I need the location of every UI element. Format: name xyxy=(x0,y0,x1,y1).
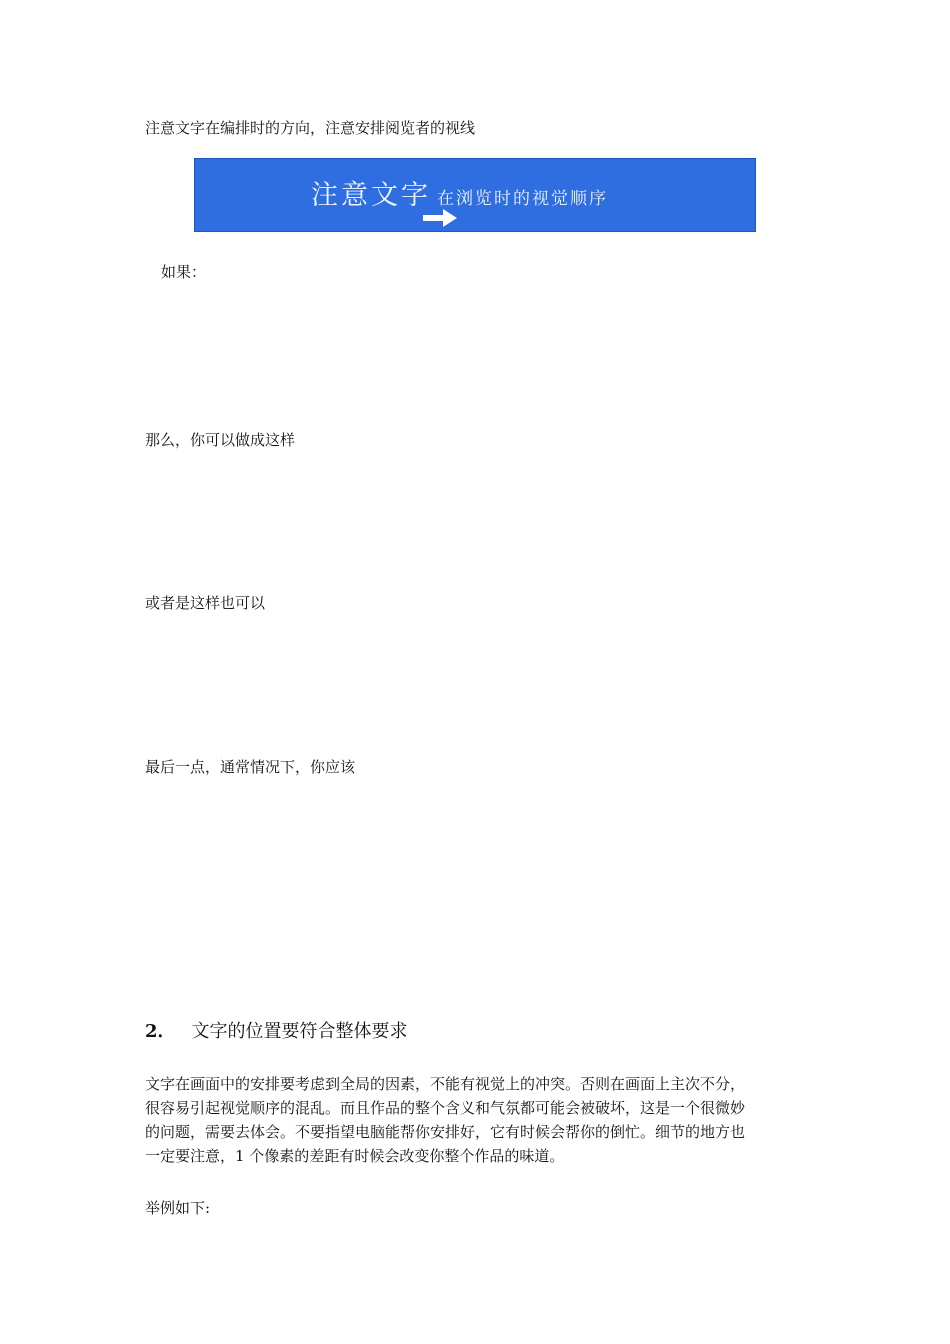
intro-line: 注意文字在编排时的方向，注意安排阅览者的视线 xyxy=(145,119,476,137)
paragraph-line: 很容易引起视觉顺序的混乱。而且作品的整个含义和气氛都可能会被破坏，这是一个很微妙 xyxy=(145,1099,746,1117)
paragraph-line: 文字在画面中的安排要考虑到全局的因素，不能有视觉上的冲突。否则在画面上主次不分， xyxy=(145,1075,746,1093)
if-label: 如果： xyxy=(161,263,207,281)
or-label: 或者是这样也可以 xyxy=(145,594,266,612)
section-title: 文字的位置要符合整体要求 xyxy=(191,1021,408,1042)
section-number: 2． xyxy=(145,1021,176,1042)
paragraph-line: 的问题，需要去体会。不要指望电脑能帮你安排好，它有时候会帮你的倒忙。细节的地方也 xyxy=(145,1123,746,1141)
then-label: 那么，你可以做成这样 xyxy=(145,431,296,449)
section-heading xyxy=(145,1020,408,1044)
example-banner-image xyxy=(194,158,756,232)
right-arrow-icon xyxy=(423,209,457,227)
last-label: 最后一点，通常情况下，你应该 xyxy=(145,758,356,776)
example-label: 举例如下: xyxy=(145,1199,211,1217)
banner-big-text: 注意文字 xyxy=(311,180,431,211)
paragraph-line: 一定要注意，1 个像素的差距有时候会改变你整个作品的味道。 xyxy=(145,1147,565,1165)
banner-small-text: 在浏览时的视觉顺序 xyxy=(437,189,608,209)
section-paragraph xyxy=(145,1072,810,1168)
